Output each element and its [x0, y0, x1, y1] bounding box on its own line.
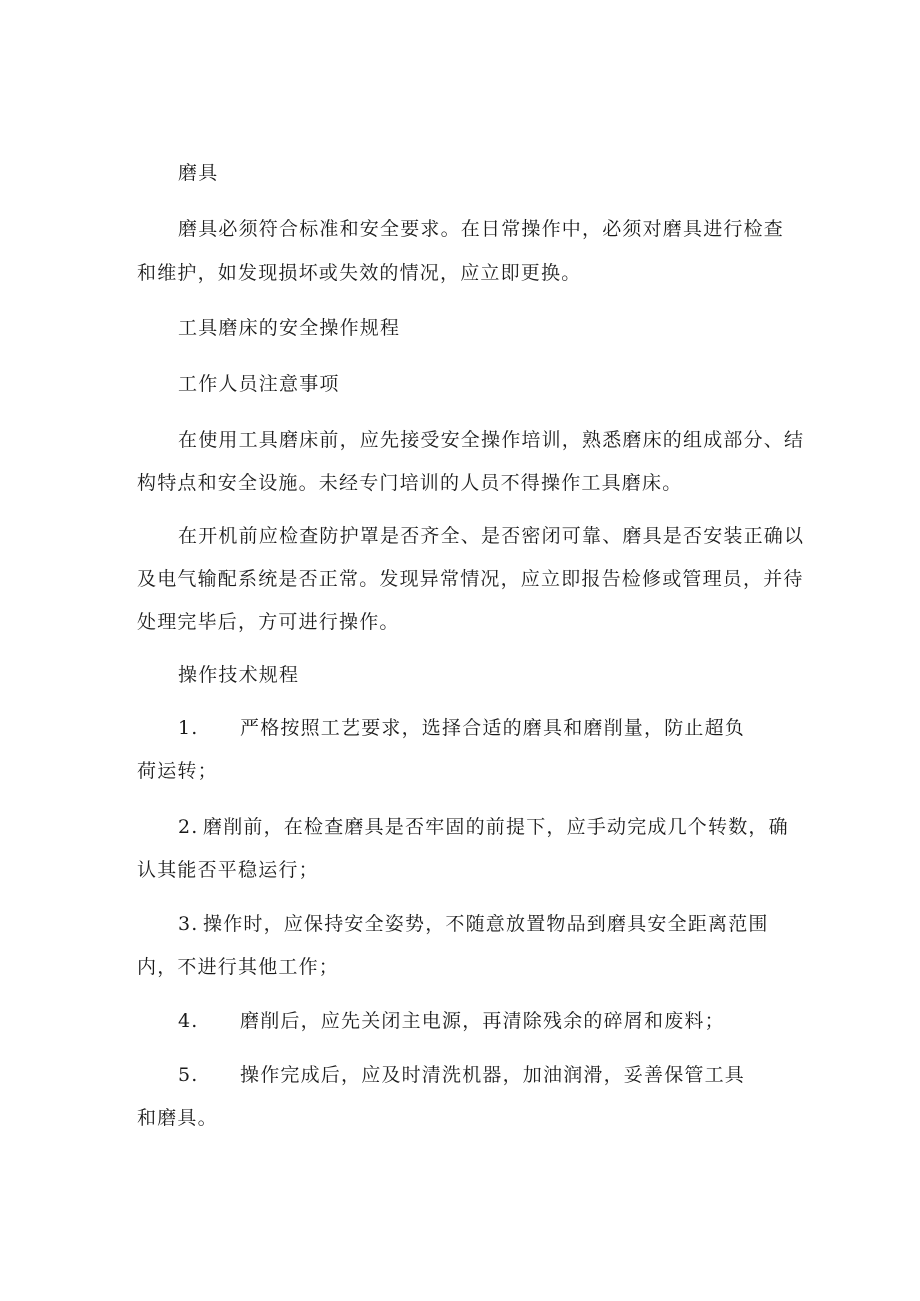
startup-paragraph-line: 处理完毕后，方可进行操作。	[137, 611, 400, 633]
list-item-line: 认其能否平稳运行；	[137, 859, 319, 881]
heading-personnel-notes: 工作人员注意事项	[178, 373, 340, 395]
list-item-number: 2.	[178, 816, 199, 838]
list-item-line: 荷运转；	[137, 760, 218, 782]
startup-paragraph-line: 及电气输配系统是否正常。发现异常情况，应立即报告检修或管理员，并待	[137, 568, 804, 590]
list-item-number: 4.	[178, 1010, 199, 1032]
personnel-paragraph-line: 在使用工具磨床前，应先接受安全操作培训，熟悉磨床的组成部分、结	[178, 429, 805, 451]
heading-operation-technique: 操作技术规程	[178, 664, 300, 686]
list-item-number: 1.	[178, 717, 199, 739]
list-item-line: 和磨具。	[137, 1107, 218, 1129]
list-item-line: 操作时，应保持安全姿势，不随意放置物品到磨具安全距离范围	[203, 913, 769, 935]
list-item-line: 磨削后，应先关闭主电源，再清除残余的碎屑和废料；	[240, 1010, 725, 1032]
heading-safety-rules: 工具磨床的安全操作规程	[178, 317, 401, 339]
list-item-number: 3.	[178, 913, 199, 935]
list-item-line: 操作完成后，应及时清洗机器，加油润滑，妥善保管工具	[240, 1064, 746, 1086]
list-item-line: 严格按照工艺要求，选择合适的磨具和磨削量，防止超负	[240, 717, 746, 739]
abrasive-paragraph-line: 和维护，如发现损坏或失效的情况，应立即更换。	[137, 262, 582, 284]
startup-paragraph-line: 在开机前应检查防护罩是否齐全、是否密闭可靠、磨具是否安装正确以	[178, 525, 805, 547]
personnel-paragraph-line: 构特点和安全设施。未经专门培训的人员不得操作工具磨床。	[137, 472, 683, 494]
list-item-line: 磨削前，在检查磨具是否牢固的前提下，应手动完成几个转数，确	[203, 816, 789, 838]
abrasive-paragraph-line: 磨具必须符合标准和安全要求。在日常操作中，必须对磨具进行检查	[178, 218, 785, 240]
list-item-line: 内，不进行其他工作；	[137, 956, 340, 978]
heading-abrasive: 磨具	[178, 162, 219, 184]
list-item-number: 5.	[178, 1064, 199, 1086]
